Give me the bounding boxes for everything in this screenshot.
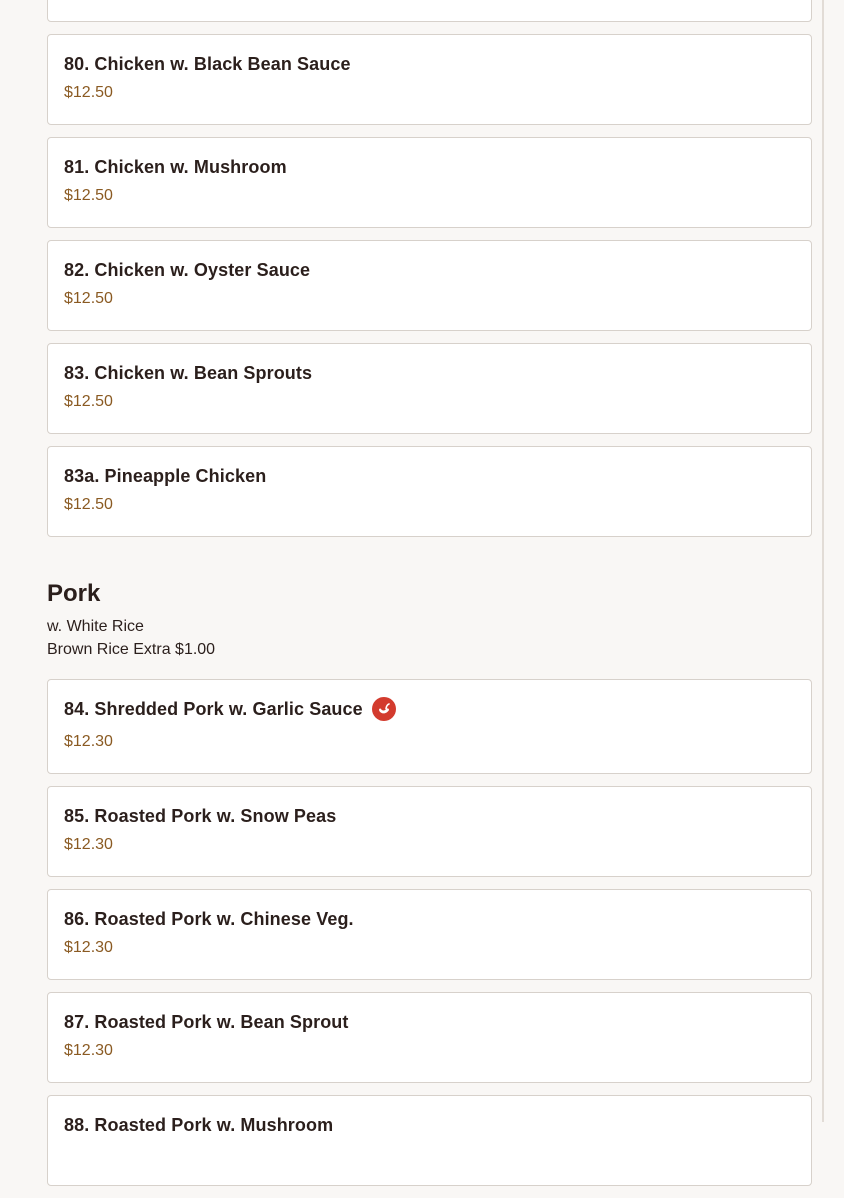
menu-item-price: $12.30 xyxy=(64,836,113,853)
menu-item-card[interactable] xyxy=(47,679,812,774)
scrollbar-track[interactable] xyxy=(822,0,824,1122)
menu-item-card[interactable] xyxy=(47,992,812,1083)
menu-item-name: 87. Roasted Pork w. Bean Sprout xyxy=(64,1011,349,1032)
menu-item-price: $12.50 xyxy=(64,496,113,513)
menu-item-name: 80. Chicken w. Black Bean Sauce xyxy=(64,53,351,74)
menu-item-card[interactable] xyxy=(47,137,812,228)
menu-item-card[interactable] xyxy=(47,446,812,537)
menu-item-price: $12.50 xyxy=(64,290,113,307)
menu-item-name: 83. Chicken w. Bean Sprouts xyxy=(64,362,313,383)
menu-item-price: $12.30 xyxy=(64,733,113,750)
menu-item-name: 85. Roasted Pork w. Snow Peas xyxy=(64,805,337,826)
menu-list xyxy=(47,0,812,1198)
menu-item-price: $12.30 xyxy=(64,939,113,956)
section-title: Pork xyxy=(47,580,101,607)
menu-item-name: 81. Chicken w. Mushroom xyxy=(64,156,287,177)
spicy-pepper-icon xyxy=(372,697,396,721)
menu-item-card[interactable] xyxy=(47,240,812,331)
menu-item-name: 84. Shredded Pork w. Garlic Sauce xyxy=(64,698,363,719)
menu-item-price: $12.50 xyxy=(64,187,113,204)
menu-item-card[interactable] xyxy=(47,34,812,125)
menu-item-card-partial[interactable] xyxy=(47,0,812,22)
menu-item-price: $12.50 xyxy=(64,393,113,410)
section-header-pork xyxy=(47,549,812,661)
menu-item-card[interactable] xyxy=(47,889,812,980)
menu-item-price: $12.50 xyxy=(64,84,113,101)
menu-item-card[interactable] xyxy=(47,343,812,434)
menu-item-price: $12.30 xyxy=(64,1042,113,1059)
menu-item-card[interactable] xyxy=(47,1095,812,1186)
menu-item-name: 86. Roasted Pork w. Chinese Veg. xyxy=(64,908,354,929)
section-note: w. White Rice xyxy=(47,618,144,635)
menu-item-card[interactable] xyxy=(47,786,812,877)
menu-item-name: 82. Chicken w. Oyster Sauce xyxy=(64,259,311,280)
section-note: Brown Rice Extra $1.00 xyxy=(47,641,216,658)
menu-item-name: 83a. Pineapple Chicken xyxy=(64,465,267,486)
menu-item-name: 88. Roasted Pork w. Mushroom xyxy=(64,1114,334,1135)
